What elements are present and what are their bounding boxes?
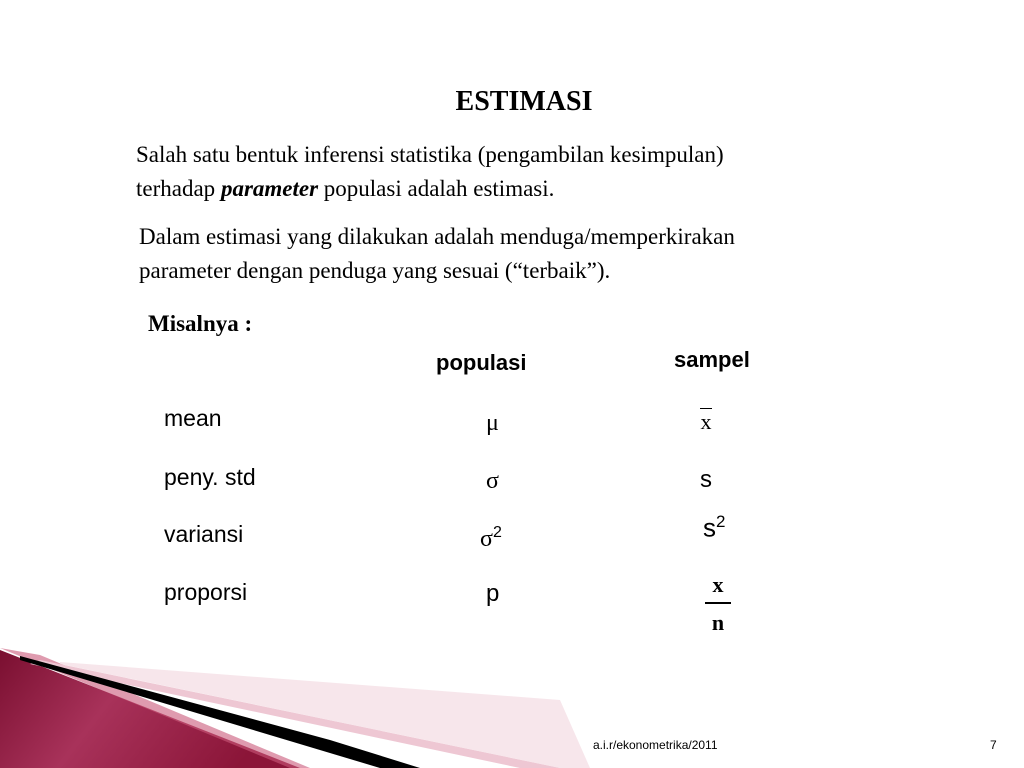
definition-line1: Dalam estimasi yang dilakukan adalah menduga/memperkirakan xyxy=(139,224,735,249)
slide-title: ESTIMASI xyxy=(455,86,593,117)
sigma-exponent: 2 xyxy=(492,524,502,541)
footer-source: a.i.r/ekonometrika/2011 xyxy=(593,738,718,752)
definition-line2: parameter dengan penduga yang sesuai (“terbaik”). xyxy=(139,258,611,283)
definition-paragraph xyxy=(139,220,899,288)
population-symbol-mu: μ xyxy=(486,410,499,436)
sample-symbol-xbar xyxy=(699,408,713,435)
row-label-mean: mean xyxy=(164,405,222,431)
page-number: 7 xyxy=(990,738,997,752)
fraction-line xyxy=(705,602,731,604)
sample-symbol-s-squared xyxy=(703,512,725,544)
row-label-proportion: proporsi xyxy=(164,579,248,605)
row-label-variance-text: variansi xyxy=(164,521,244,547)
sample-fraction-x-over-n xyxy=(704,572,732,636)
column-header-population: populasi xyxy=(436,350,527,375)
s-exponent: 2 xyxy=(716,512,726,531)
population-symbol-p: p xyxy=(486,580,500,607)
intro-line1: Salah satu bentuk inferensi statistika (pengambilan kesimpulan) xyxy=(136,142,724,167)
intro-paragraph xyxy=(136,138,896,206)
row-label-variance xyxy=(164,521,243,548)
intro-line2-pre: terhadap xyxy=(136,176,221,201)
xbar-letter: x xyxy=(700,409,712,434)
intro-line2-post: populasi adalah estimasi. xyxy=(318,176,555,201)
population-symbol-sigma-squared xyxy=(480,524,502,553)
example-label: Misalnya : xyxy=(148,311,253,336)
sample-symbol-s: s xyxy=(700,466,712,493)
population-symbol-sigma: σ xyxy=(486,468,499,494)
fraction-numerator: x xyxy=(712,572,724,597)
sigma-base: σ xyxy=(480,526,493,552)
fraction-denominator: n xyxy=(711,609,725,635)
row-label-std: peny. std xyxy=(164,464,256,490)
s-base: s xyxy=(703,512,716,543)
column-header-sample: sampel xyxy=(674,347,750,372)
emphasized-parameter: parameter xyxy=(220,176,319,201)
